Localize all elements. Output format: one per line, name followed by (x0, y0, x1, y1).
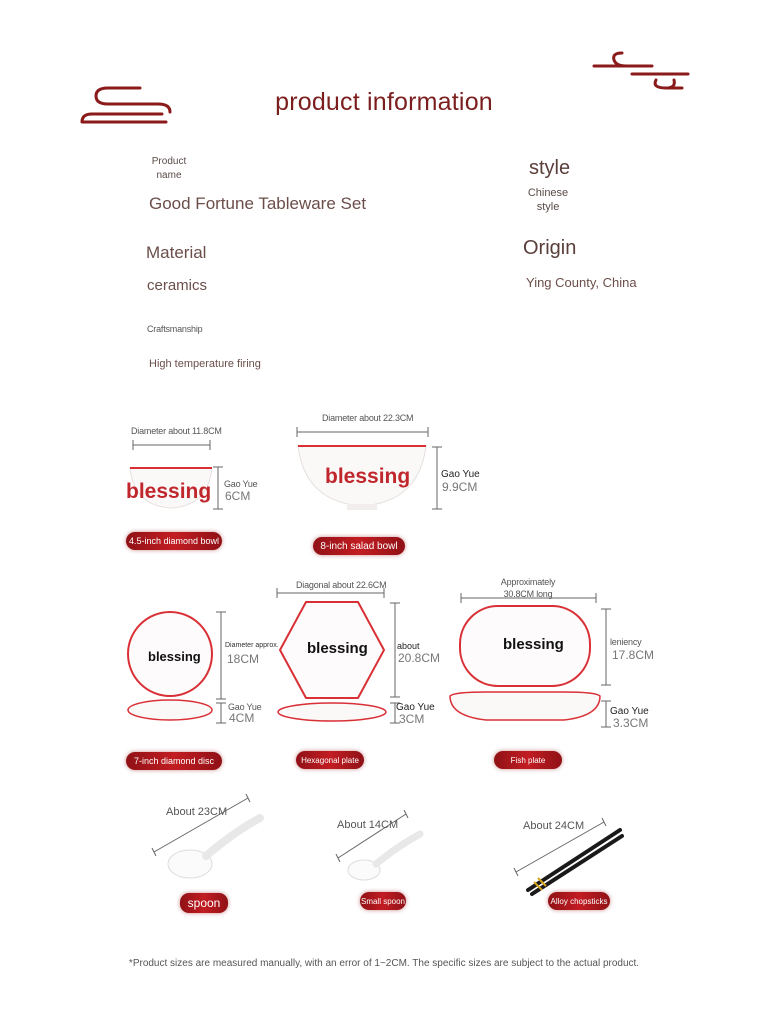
smallspoon-length: About 14CM (337, 819, 399, 831)
material-value: ceramics (147, 277, 208, 294)
bowl-small-width-line (132, 440, 212, 450)
smallspoon-image (344, 828, 424, 884)
disc-name: 7-inch diamond disc (126, 752, 222, 770)
hexplate-width-line (276, 588, 386, 598)
fishplate-leniency: 17.8CM (612, 648, 655, 662)
bowl-large-width: Diameter about 22.3CM (322, 413, 414, 423)
fishplate-image (446, 604, 604, 726)
hexplate-about: 20.8CM (398, 651, 441, 665)
bowl-large-height: 9.9CM (442, 480, 478, 494)
disc-height: 4CM (229, 711, 255, 725)
spoon-name: spoon (180, 893, 228, 913)
bowl-large-name: 8-inch salad bowl (313, 537, 405, 555)
hexplate-width: Diagonal about 22.6CM (296, 580, 387, 590)
bowl-small-height-line (213, 466, 223, 510)
style-value: Chinese style (527, 187, 569, 213)
hexplate-name: Hexagonal plate (296, 751, 364, 769)
bowl-small-height: 6CM (225, 489, 251, 503)
bowl-small-print: blessing (126, 480, 212, 503)
bowl-small-width: Diameter about 11.8CM (131, 426, 222, 436)
disc-width-line (216, 611, 226, 701)
fishplate-width-line (460, 593, 598, 603)
craft-label: Craftsmanship (147, 324, 203, 334)
product-name-label: Product name (151, 156, 187, 181)
fishplate-leniency-label: leniency (610, 637, 642, 647)
disc-image (126, 610, 216, 730)
fishplate-leniency-line (601, 608, 611, 686)
fishplate-name: Fish plate (494, 751, 562, 769)
hexplate-image (276, 600, 388, 724)
spoon-image (164, 812, 264, 882)
page-title: product information (275, 88, 493, 116)
disc-width-label: Diameter approx. (225, 642, 279, 649)
spoon-length: About 23CM (166, 806, 228, 818)
chopsticks-name: Alloy chopsticks (548, 892, 610, 910)
material-label: Material (146, 243, 207, 262)
product-name-value: Good Fortune Tableware Set (149, 194, 367, 213)
chopsticks-length: About 24CM (523, 820, 585, 832)
disc-height-line (216, 702, 226, 724)
craft-value: High temperature firing (149, 358, 261, 370)
bowl-small-height-label: Gao Yue (224, 479, 258, 489)
hexplate-print: blessing (307, 640, 368, 657)
size-disclaimer: *Product sizes are measured manually, with an error of 1~2CM. The specific sizes are subject to the actual product. (128, 958, 640, 969)
fishplate-height: 3.3CM (613, 716, 649, 730)
disc-width: 18CM (227, 652, 260, 666)
disc-print: blessing (148, 649, 201, 664)
fishplate-print: blessing (503, 636, 564, 653)
origin-label: Origin (523, 237, 577, 259)
bowl-small-name: 4.5-inch diamond bowl (126, 532, 222, 550)
fishplate-height-label: Gao Yue (610, 706, 649, 717)
origin-value: Ying County, China (526, 275, 637, 290)
fishplate-width: Approximately 30.8CM long (500, 577, 556, 599)
hexplate-height: 3CM (399, 712, 425, 726)
bowl-large-print: blessing (325, 465, 411, 488)
style-label: style (529, 157, 571, 179)
bowl-large-width-line (296, 427, 430, 437)
hexplate-about-label: about (397, 641, 420, 651)
bowl-large-height-label: Gao Yue (441, 469, 480, 480)
hexplate-height-label: Gao Yue (396, 702, 435, 713)
cloud-ornament-right (592, 50, 692, 92)
smallspoon-name: Small spoon (360, 892, 406, 910)
chopsticks-image (524, 826, 624, 896)
disc-height-label: Gao Yue (228, 702, 262, 712)
